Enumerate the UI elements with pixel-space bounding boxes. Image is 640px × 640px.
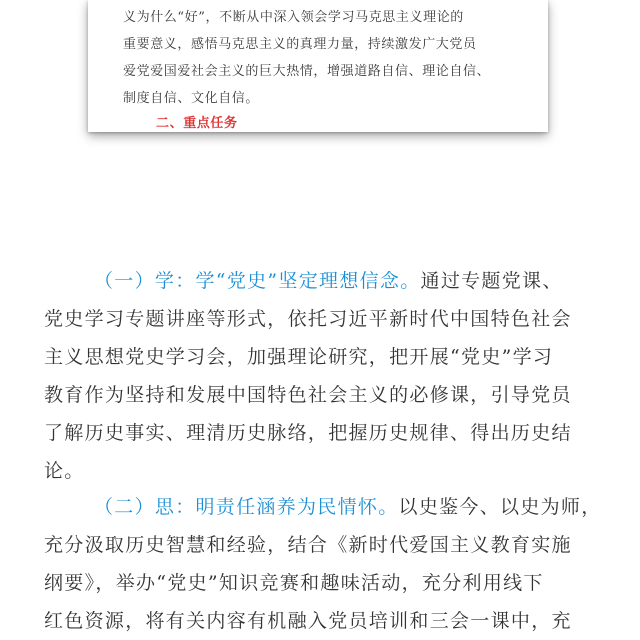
section-heading-key-tasks: 二、重点任务: [156, 116, 238, 131]
card-text-line: 义为什么“好”，不断从中深入领会学习马克思主义理论的: [123, 10, 464, 25]
document-excerpt-card: [88, 0, 548, 132]
paragraph-1-line: 论。: [44, 460, 85, 482]
paragraph-2-heading: （二）思：明责任涵养为民情怀。: [94, 496, 399, 518]
paragraph-1-line: [44, 266, 600, 293]
paragraph-1-text: 通过专题党课、: [420, 270, 563, 292]
paragraph-2-text: 以史鉴今、以史为师，: [398, 496, 602, 518]
paragraph-2-line: 充分汲取历史智慧和经验，结合《新时代爱国主义教育实施: [44, 534, 572, 556]
paragraph-1-line: 教育作为坚持和发展中国特色社会主义的必修课，引导党员: [44, 384, 572, 406]
paragraph-2-line: 纲要》，举办“党史”知识竞赛和趣味活动，充分利用线下: [44, 572, 544, 594]
paragraph-1-heading: （一）学：学“党史”坚定理想信念。: [94, 270, 421, 292]
paragraph-1-line: 党史学习专题讲座等形式，依托习近平新时代中国特色社会: [44, 308, 572, 330]
paragraph-1-line: 主义思想党史学习会，加强理论研究，把开展“党史”学习: [44, 346, 554, 368]
card-text-line: 制度自信、文化自信。: [123, 91, 260, 106]
paragraph-2-line: [44, 492, 600, 519]
card-text-line: 爱党爱国爱社会主义的巨大热情，增强道路自信、理论自信、: [123, 64, 491, 79]
card-text-line: 重要意义，感悟马克思主义的真理力量，持续激发广大党员: [123, 37, 477, 52]
paragraph-1-line: 了解历史事实、理清历史脉络，把握历史规律、得出历史结: [44, 422, 572, 444]
paragraph-2-line: 红色资源，将有关内容有机融入党员培训和三会一课中，充: [44, 610, 572, 632]
